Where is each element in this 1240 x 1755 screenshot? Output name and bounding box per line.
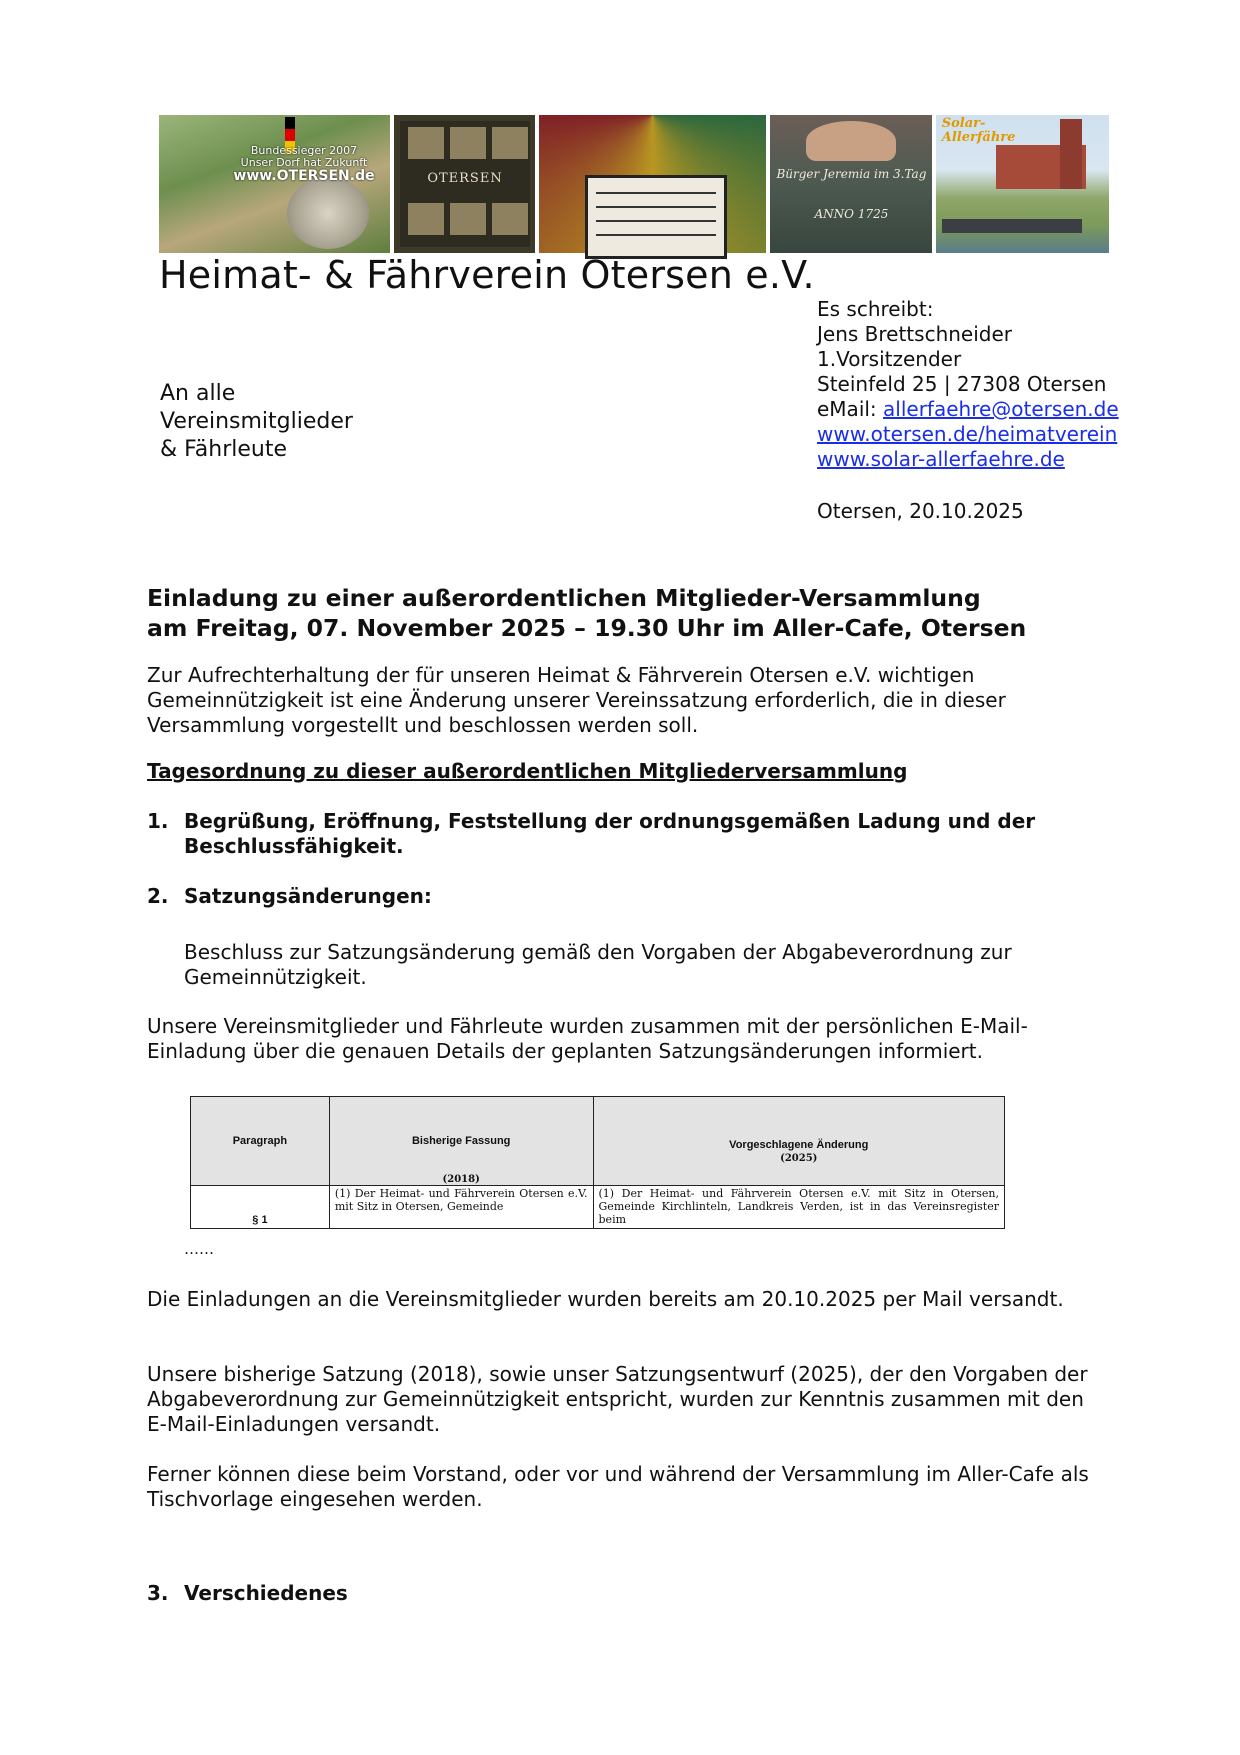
ellipsis: …… bbox=[184, 1240, 214, 1258]
carving-year: ANNO 1725 bbox=[814, 207, 889, 221]
carving-inscription: Bürger Jeremia im 3.Tag bbox=[776, 167, 927, 181]
table-template-paragraph: Ferner können diese beim Vorstand, oder vor und während der Versammlung im Aller-Cafe als Tischvorlage eingesehen werden. bbox=[147, 1462, 1089, 1511]
agenda-item-number: 1. bbox=[147, 809, 169, 833]
website-link-heimatverein[interactable]: www.otersen.de/heimatverein bbox=[817, 422, 1118, 446]
banner-carved-beam bbox=[770, 115, 931, 253]
banner-ferry-photo bbox=[936, 115, 1109, 253]
table-header-old-version: Bisherige Fassung (2018) bbox=[329, 1097, 593, 1186]
organization-name: Heimat- & Fährverein Otersen e.V. bbox=[159, 253, 815, 297]
ferry-image bbox=[942, 219, 1082, 233]
table-row bbox=[191, 1186, 1005, 1229]
members-informed-paragraph: Unsere Vereinsmitglieder und Fährleute wurden zusammen mit der persönlichen E-Mail-Einladung über die genauen Details der geplanten Satzungsänderungen informiert. bbox=[147, 1014, 1028, 1063]
recipient-line: An alle bbox=[160, 381, 236, 406]
agenda-item-number: 3. bbox=[147, 1581, 169, 1605]
agenda-item bbox=[147, 884, 1107, 909]
banner-aerial-photo bbox=[159, 115, 390, 253]
sender-email-row bbox=[817, 397, 1119, 422]
banner-caption-url: www.OTERSEN.de bbox=[233, 168, 375, 184]
banner-caption-award: Bundessieger 2007 bbox=[250, 144, 358, 157]
table-header-paragraph: Paragraph bbox=[191, 1097, 330, 1186]
email-link[interactable]: allerfaehre@otersen.de bbox=[883, 397, 1119, 421]
agenda-item bbox=[147, 809, 1107, 859]
winged-carving-image bbox=[806, 121, 896, 161]
agenda-item-text: Satzungsänderungen: bbox=[184, 884, 432, 908]
statute-documents-paragraph: Unsere bisherige Satzung (2018), sowie unser Satzungsentwurf (2025), der den Vorgaben der Abgabeverordnung zur Gemeinnützigkeit entspricht, wurden zur Kenntnis zusammen mit den E-Mail-Einladungen versandt. bbox=[147, 1362, 1088, 1436]
sender-name: Jens Brettschneider bbox=[817, 322, 1012, 346]
recipient-line: Vereinsmitglieder bbox=[160, 409, 353, 434]
memorial-plaque bbox=[585, 175, 727, 259]
title-line: Einladung zu einer außerordentlichen Mitglieder-Versammlung bbox=[147, 584, 981, 612]
letter-date: Otersen, 20.10.2025 bbox=[817, 499, 1024, 523]
invitations-sent-paragraph: Die Einladungen an die Vereinsmitglieder wurden bereits am 20.10.2025 per Mail versandt. bbox=[147, 1287, 1064, 1311]
statute-comparison-table-excerpt bbox=[190, 1096, 1005, 1226]
sender-address: Steinfeld 25 | 27308 Otersen bbox=[817, 372, 1107, 396]
table-header-new-version: Vorgeschlagene Änderung (2025) bbox=[593, 1097, 1004, 1186]
village-seal-image bbox=[287, 177, 369, 249]
sender-role: 1.Vorsitzender bbox=[817, 347, 962, 371]
header-banner bbox=[159, 115, 1109, 253]
statute-table bbox=[190, 1096, 1005, 1229]
agenda-item-number: 2. bbox=[147, 884, 169, 908]
sender-block bbox=[817, 297, 1119, 472]
title-line: am Freitag, 07. November 2025 – 19.30 Uhr im Aller-Cafe, Otersen bbox=[147, 614, 1027, 642]
solar-ferry-logo: Solar-Allerfähre bbox=[941, 116, 1016, 145]
recipient-block bbox=[160, 380, 353, 464]
table-cell-new: (1) Der Heimat- und Fährverein Otersen e.V. mit Sitz in Otersen, Gemeinde Kirchlinteln, Landkreis Verden, ist in das Vereinsregister beim bbox=[593, 1186, 1004, 1229]
book-title: OTERSEN bbox=[427, 171, 503, 186]
invitation-title bbox=[147, 583, 1107, 643]
agenda-item-text: Begrüßung, Eröffnung, Feststellung der ordnungsgemäßen Ladung und der Beschlussfähigkeit. bbox=[184, 809, 1036, 858]
agenda-item bbox=[147, 1581, 1107, 1606]
agenda-item-detail: Beschluss zur Satzungsänderung gemäß den Vorgaben der Abgabeverordnung zur Gemeinnützigkeit. bbox=[184, 940, 1012, 989]
agenda-heading: Tagesordnung zu dieser außerordentlichen Mitgliederversammlung bbox=[147, 759, 908, 783]
banner-book-cover bbox=[394, 115, 535, 253]
website-link-allerfaehre[interactable]: www.solar-allerfaehre.de bbox=[817, 447, 1065, 471]
email-label: eMail: bbox=[817, 397, 884, 421]
sender-intro: Es schreibt: bbox=[817, 297, 934, 321]
table-cell-old: (1) Der Heimat- und Fährverein Otersen e.V. mit Sitz in Otersen, Gemeinde bbox=[329, 1186, 593, 1229]
recipient-line: & Fährleute bbox=[160, 437, 288, 462]
table-cell-paragraph: § 1 bbox=[191, 1186, 330, 1229]
intro-paragraph: Zur Aufrechterhaltung der für unseren Heimat & Fährverein Otersen e.V. wichtigen Gemeinnützigkeit ist eine Änderung unserer Vereinssatzung erforderlich, die in dieser Versammlung vorgestellt und beschlossen werden soll. bbox=[147, 663, 1006, 737]
agenda-item-text: Verschiedenes bbox=[184, 1581, 348, 1605]
banner-stained-glass bbox=[539, 115, 766, 253]
banner-caption-motto: Unser Dorf hat Zukunft bbox=[240, 156, 368, 169]
